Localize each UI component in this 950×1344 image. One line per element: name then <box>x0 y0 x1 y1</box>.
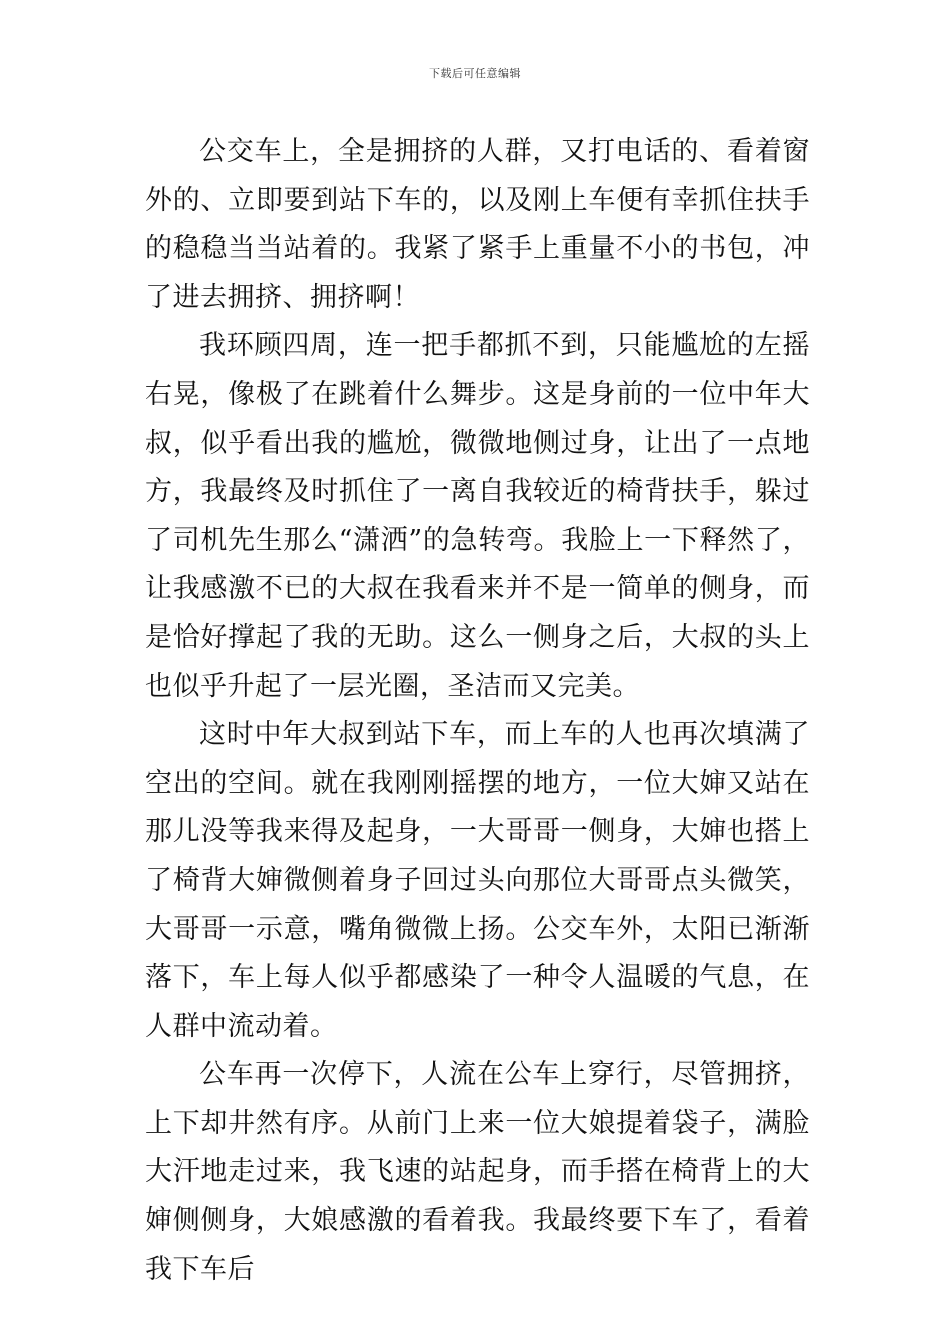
paragraph-4: 公车再一次停下，人流在公车上穿行，尽管拥挤，上下却井然有序。从前门上来一位大娘提着袋子，满脸大汗地走过来，我飞速的站起身，而手搭在椅背上的大婶侧侧身，大娘感激的看着我。我最终要下车了，看着我下车后 <box>145 1059 810 1285</box>
page-header: 下载后可任意编辑 <box>429 67 521 80</box>
paragraph-3: 这时中年大叔到站下车，而上车的人也再次填满了空出的空间。就在我刚刚摇摆的地方，一位大婶又站在那儿没等我来得及起身，一大哥哥一侧身，大婶也搭上了椅背大婶微侧着身子回过头向那位大哥哥点头微笑，大哥哥一示意，嘴角微微上扬。公交车外，太阳已渐渐落下，车上每人似乎都感染了一种令人温暖的气息，在人群中流动着。 <box>145 719 810 1042</box>
paragraph-2: 我环顾四周，连一把手都抓不到，只能尴尬的左摇右晃，像极了在跳着什么舞步。这是身前的一位中年大叔，似乎看出我的尴尬，微微地侧过身，让出了一点地方，我最终及时抓住了一离自我较近的椅背扶手，躲过了司机先生那么“潇洒”的急转弯。我脸上一下释然了，让我感激不已的大叔在我看来并不是一简单的侧身，而是恰好撑起了我的无助。这么一侧身之后，大叔的头上也似乎升起了一层光圈，圣洁而又完美。 <box>145 330 810 702</box>
document-body <box>145 128 810 1294</box>
paragraph-1: 公交车上，全是拥挤的人群，又打电话的、看着窗外的、立即要到站下车的，以及刚上车便有幸抓住扶手的稳稳当当站着的。我紧了紧手上重量不小的书包，冲了进去拥挤、拥挤啊！ <box>145 136 810 313</box>
